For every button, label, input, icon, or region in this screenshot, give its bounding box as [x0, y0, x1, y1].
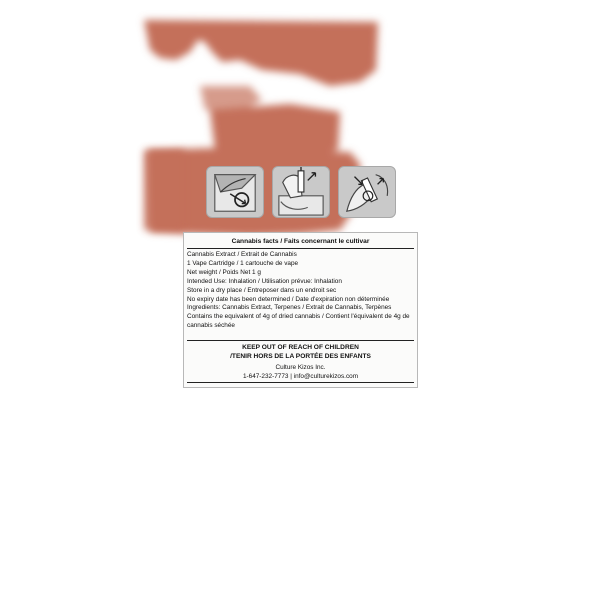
fact-line: 1 Vape Cartridge / 1 cartouche de vape	[187, 259, 299, 267]
warning-english: KEEP OUT OF REACH OF CHILDREN	[242, 344, 359, 351]
fact-line: Ingredients: Cannabis Extract, Terpenes / Extrait de Cannabis, Terpènes	[187, 304, 392, 312]
warning-french: /TENIR HORS DE LA PORTÉE DES ENFANTS	[230, 352, 371, 360]
peel-open-icon	[206, 166, 264, 218]
divider	[187, 248, 414, 249]
divider	[187, 340, 414, 341]
divider	[187, 382, 414, 383]
company-contact: 1-647-232-7773 | info@culturekizos.com	[242, 373, 359, 380]
fact-line: Intended Use: Inhalation / Utilisation prévue: Inhalation	[187, 277, 342, 285]
company-info	[184, 363, 417, 381]
fact-line: Contains the equivalent of 4g of dried cannabis / Contient l'équivalent de 4g de cannabis séchée	[187, 313, 410, 330]
insert-cartridge-icon	[338, 166, 396, 218]
remove-cartridge-icon	[272, 166, 330, 218]
fact-line: Store in a dry place / Entreposer dans un endroit sec	[187, 286, 337, 294]
facts-list	[187, 251, 415, 331]
fact-line: Cannabis Extract / Extrait de Cannabis	[187, 251, 297, 258]
fact-line: No expiry date has been determined / Date d'expiration non déterminée	[187, 295, 390, 303]
company-name: Culture Kizos Inc.	[275, 364, 326, 371]
child-warning	[184, 344, 417, 361]
product-label	[183, 232, 418, 388]
fact-line: Net weight / Poids Net 1 g	[187, 268, 261, 276]
facts-title: Cannabis facts / Faits concernant le cultivar	[231, 238, 370, 245]
